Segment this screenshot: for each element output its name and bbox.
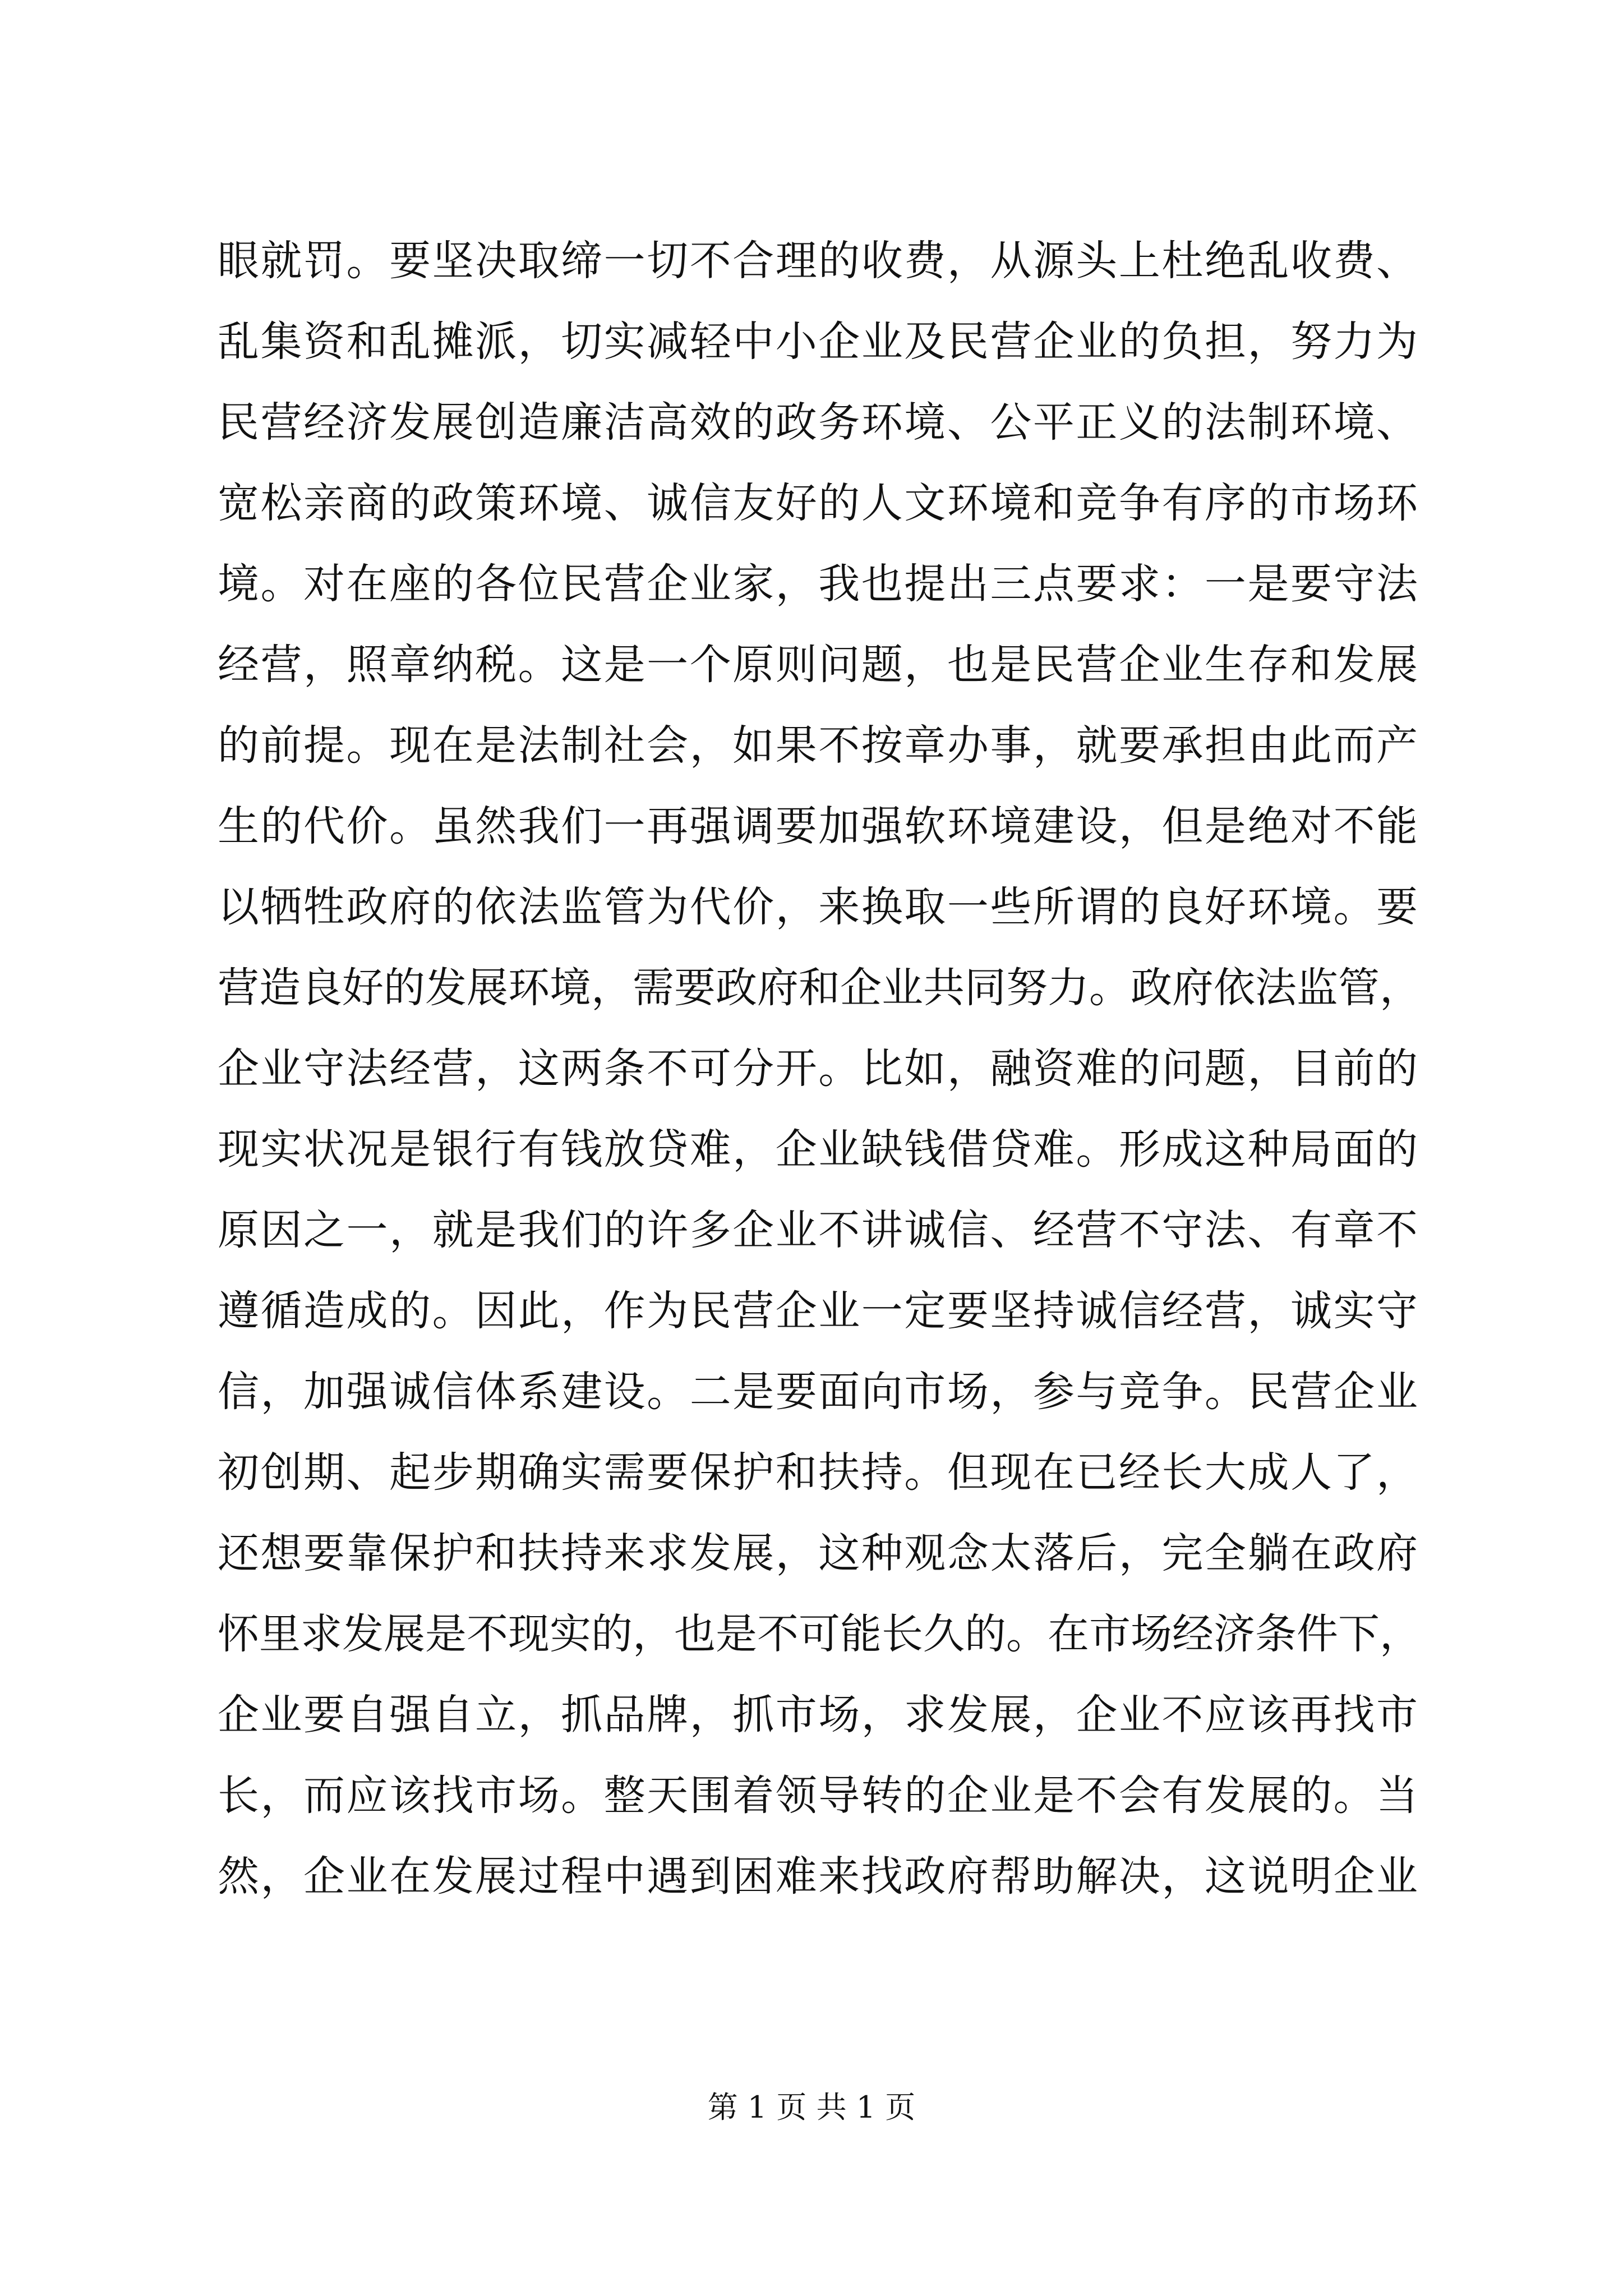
body-line: 企业守法经营，这两条不可分开。比如，融资难的问题，目前的 <box>218 1045 1418 1093</box>
body-line: 原因之一，就是我们的许多企业不讲诚信、经营不守法、有章不 <box>218 1206 1418 1254</box>
body-line: 现实状况是银行有钱放贷难，企业缺钱借贷难。形成这种局面的 <box>218 1125 1418 1174</box>
body-line: 初创期、起步期确实需要保护和扶持。但现在已经长大成人了， <box>218 1448 1418 1497</box>
body-line: 境。对在座的各位民营企业家，我也提出三点要求：一是要守法 <box>218 560 1418 608</box>
body-line: 经营，照章纳税。这是一个原则问题，也是民营企业生存和发展 <box>218 641 1418 689</box>
body-line: 长，而应该找市场。整天围着领导转的企业是不会有发展的。当 <box>218 1772 1418 1820</box>
body-line: 遵循造成的。因此，作为民营企业一定要坚持诚信经营，诚实守 <box>218 1287 1418 1335</box>
page-footer: 第 1 页 共 1 页 <box>707 2090 916 2125</box>
body-line: 民营经济发展创造廉洁高效的政务环境、公平正义的法制环境、 <box>218 398 1418 447</box>
body-line: 营造良好的发展环境，需要政府和企业共同努力。政府依法监管， <box>218 964 1421 1012</box>
body-line: 眼就罚。要坚决取缔一切不合理的收费，从源头上杜绝乱收费、 <box>218 237 1418 285</box>
body-line: 怀里求发展是不现实的，也是不可能长久的。在市场经济条件下， <box>218 1610 1421 1658</box>
body-line: 然，企业在发展过程中遇到困难来找政府帮助解决，这说明企业 <box>218 1852 1418 1901</box>
body-line: 以牺牲政府的依法监管为代价，来换取一些所谓的良好环境。要 <box>218 883 1418 931</box>
body-line: 宽松亲商的政策环境、诚信友好的人文环境和竞争有序的市场环 <box>218 479 1418 527</box>
body-line: 的前提。现在是法制社会，如果不按章办事，就要承担由此而产 <box>218 721 1418 770</box>
body-line: 生的代价。虽然我们一再强调要加强软环境建设，但是绝对不能 <box>218 802 1418 850</box>
body-text <box>218 220 1421 1917</box>
body-line: 还想要靠保护和扶持来求发展，这种观念太落后，完全躺在政府 <box>218 1529 1418 1577</box>
body-line: 企业要自强自立，抓品牌，抓市场，求发展，企业不应该再找市 <box>218 1691 1418 1739</box>
body-line: 乱集资和乱摊派，切实减轻中小企业及民营企业的负担，努力为 <box>218 318 1418 366</box>
body-line: 信，加强诚信体系建设。二是要面向市场，参与竞争。民营企业 <box>218 1368 1418 1416</box>
